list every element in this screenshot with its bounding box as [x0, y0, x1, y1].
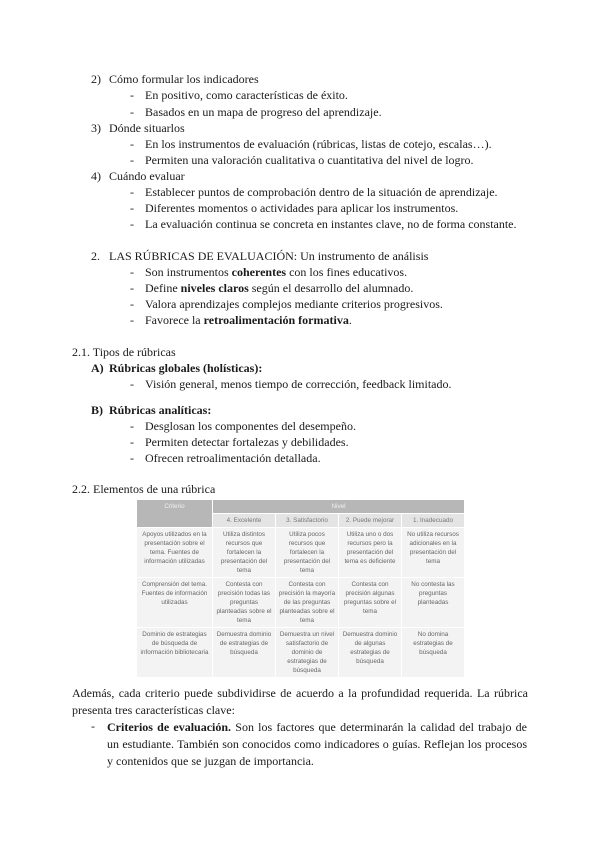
table-row	[137, 628, 465, 678]
rubric-cell: No utiliza recursos adicionales en la presentación del tema	[402, 528, 465, 578]
section-heading: LAS RÚBRICAS DE EVALUACIÓN: Un instrumento de análisis	[109, 249, 429, 263]
rubric-criterion: Apoyos utilizados en la presentación sobre el tema. Fuentes de información utilizadas	[137, 528, 213, 578]
table-row	[137, 578, 465, 628]
rubric-cell: Contesta con precisión todas las preguntas planteadas sobre el tema	[213, 578, 276, 628]
rubric-cell: Utiliza distintos recursos que fortalecen la presentación del tema	[213, 528, 276, 578]
bullet-text: Basados en un mapa de progreso del aprendizaje.	[145, 105, 382, 119]
rubric-cell: Utiliza pocos recursos que fortalecen la presentación del tema	[276, 528, 339, 578]
bullet-dash: -	[130, 105, 134, 119]
bullet-dash: -	[130, 419, 134, 433]
bullet-dash: -	[130, 185, 134, 199]
closing-paragraph: Además, cada criterio puede subdividirse de acuerdo a la profundidad requerida. La rúbrica presenta tres características clave:	[72, 686, 528, 717]
rubric-cell: Demuestra un nivel satisfactorio de dominio de estrategias de búsqueda	[276, 628, 339, 678]
list-number: 2)	[91, 72, 101, 86]
rubric-cell: Contesta con precisión la mayoría de las preguntas planteadas sobre el tema	[276, 578, 339, 628]
bullet-text: Favorece la retroalimentación formativa.	[145, 313, 352, 327]
bullet-text: En los instrumentos de evaluación (rúbricas, listas de cotejo, escalas…).	[145, 137, 492, 151]
bullet-dash: -	[130, 137, 134, 151]
type-label: B)	[91, 403, 103, 417]
bullet-text: Son instrumentos coherentes con los fines educativos.	[145, 265, 408, 279]
bullet-text: Permiten una valoración cualitativa o cuantitativa del nivel de logro.	[145, 153, 474, 167]
bullet-dash: -	[130, 265, 134, 279]
rubric-level: 1. Inadecuado	[402, 514, 465, 528]
bullet-dash: -	[130, 377, 134, 391]
type-label: A)	[91, 361, 104, 375]
bullet-text: La evaluación continua se concreta en instantes clave, no de forma constante.	[145, 217, 517, 231]
bullet-text: Diferentes momentos o actividades para aplicar los instrumentos.	[145, 201, 459, 215]
bullet-text: Permiten detectar fortalezas y debilidades.	[145, 435, 349, 449]
rubric-criteria-header: Criterio	[137, 500, 213, 528]
rubric-criterion: Comprensión del tema. Fuentes de información utilizadas	[137, 578, 213, 628]
bullet-text: Ofrecen retroalimentación detallada.	[145, 451, 321, 465]
bullet-dash: -	[130, 201, 134, 215]
closing-bullet: Criterios de evaluación. Son los factores que determinarán la calidad del trabajo de un estudiante. También son conocidos como indicadores o guías. Reflejan los procesos y contenidos que se juzgan de importancia.	[107, 720, 527, 768]
bullet-text: En positivo, como características de éxito.	[145, 88, 348, 102]
rubric-level-header: Nivel	[213, 500, 465, 514]
bullet-dash: -	[130, 153, 134, 167]
list-item-label: Dónde situarlos	[109, 121, 185, 135]
bullet-dash: -	[130, 435, 134, 449]
type-title: Rúbricas globales (holísticas):	[109, 361, 263, 375]
list-number: 4)	[91, 169, 101, 183]
list-number: 3)	[91, 121, 101, 135]
bullet-text: Desglosan los componentes del desempeño.	[145, 419, 356, 433]
rubric-cell: Utiliza uno o dos recursos pero la presentación del tema es deficiente	[339, 528, 402, 578]
rubric-cell: Contesta con precisión algunas preguntas sobre el tema	[339, 578, 402, 628]
rubric-criterion: Dominio de estrategias de búsqueda de información bibliotecaria	[137, 628, 213, 678]
bullet-dash: -	[130, 313, 134, 327]
rubric-table	[136, 499, 465, 678]
bullet-dash: -	[91, 719, 95, 733]
rubric-level: 3. Satisfactorio	[276, 514, 339, 528]
bullet-dash: -	[130, 281, 134, 295]
type-title: Rúbricas analíticas:	[109, 403, 212, 417]
subsection-heading: 2.2. Elementos de una rúbrica	[72, 482, 216, 496]
bullet-text: Visión general, menos tiempo de corrección, feedback limitado.	[145, 377, 452, 391]
bullet-dash: -	[130, 217, 134, 231]
bullet-text: Valora aprendizajes complejos mediante criterios progresivos.	[145, 297, 443, 311]
bullet-dash: -	[130, 88, 134, 102]
subsection-heading: 2.1. Tipos de rúbricas	[72, 345, 176, 359]
rubric-level: 4. Excelente	[213, 514, 276, 528]
bullet-text: Establecer puntos de comprobación dentro de la situación de aprendizaje.	[145, 185, 498, 199]
bullet-text: Define niveles claros según el desarrollo del alumnado.	[145, 281, 414, 295]
rubric-cell: Demuestra dominio de algunas estrategias de búsqueda	[339, 628, 402, 678]
table-row	[137, 528, 465, 578]
section-number: 2.	[91, 249, 100, 263]
list-item-label: Cómo formular los indicadores	[109, 72, 259, 86]
rubric-cell: Demuestra dominio de estrategias de búsqueda	[213, 628, 276, 678]
rubric-cell: No contesta las preguntas planteadas	[402, 578, 465, 628]
rubric-cell: No domina estrategias de búsqueda	[402, 628, 465, 678]
list-item-label: Cuándo evaluar	[109, 169, 185, 183]
bullet-dash: -	[130, 297, 134, 311]
rubric-level: 2. Puede mejorar	[339, 514, 402, 528]
bullet-dash: -	[130, 451, 134, 465]
